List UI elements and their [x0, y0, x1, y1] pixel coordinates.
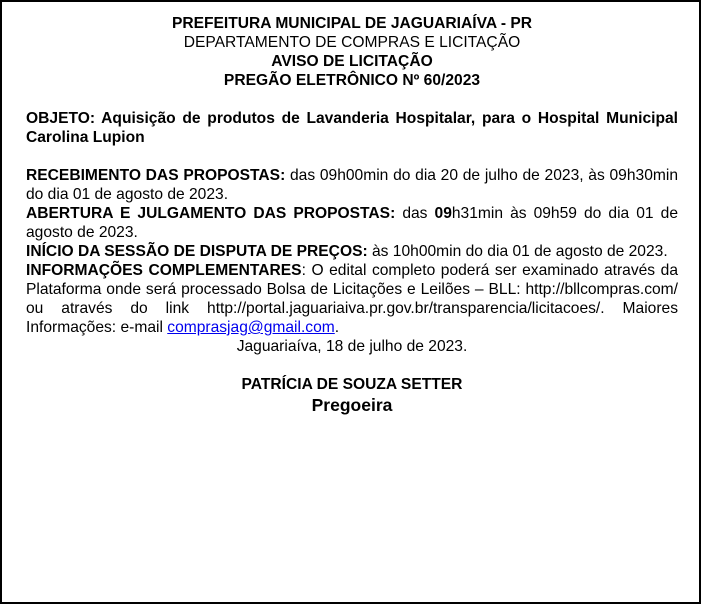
abertura-text-bold: 09: [434, 205, 452, 222]
informacoes-paragraph: [26, 261, 678, 337]
abertura-text-pre: das: [395, 205, 435, 222]
header-city: PREFEITURA MUNICIPAL DE JAGUARIAÍVA - PR: [171, 15, 533, 32]
spacer: [26, 356, 678, 375]
abertura-text-post: h31min às 09h59 do dia 01 de agosto de 2023.: [26, 205, 678, 241]
recebimento-text: das 09h00min do dia 20 de julho de 2023, às 09h30min do dia 01 de agosto de 2023.: [26, 167, 678, 203]
email-link[interactable]: comprasjag@gmail.com: [167, 319, 335, 336]
informacoes-end: .: [334, 319, 340, 336]
objeto-label: OBJETO:: [26, 110, 96, 127]
objeto-paragraph: [26, 109, 678, 147]
objeto-text: Aquisição de produtos de Lavanderia Hospitalar, para o Hospital Municipal Carolina Lupion: [26, 110, 678, 146]
abertura-paragraph: [26, 204, 678, 242]
recebimento-label: RECEBIMENTO DAS PROPOSTAS:: [26, 167, 286, 184]
informacoes-label: INFORMAÇÕES COMPLEMENTARES: [26, 262, 302, 279]
header-process-number: PREGÃO ELETRÔNICO Nº 60/2023: [223, 72, 481, 89]
informacoes-text: : O edital completo poderá ser examinado através da Plataforma onde será processado Bolsa de Licitações e Leilões – BLL: http://bllcompras.com/ ou através do link http://portal.jaguariaiva.pr.gov.br/transparencia/licitacoes/. Maiores Informações: e-mail: [26, 262, 678, 336]
spacer: [26, 90, 678, 109]
date-line: Jaguariaíva, 18 de julho de 2023.: [236, 338, 468, 355]
header-notice-title: AVISO DE LICITAÇÃO: [271, 53, 433, 70]
inicio-text: às 10h00min do dia 01 de agosto de 2023.: [367, 243, 668, 260]
signature-name: PATRÍCIA DE SOUZA SETTER: [241, 376, 463, 393]
recebimento-paragraph: [26, 166, 678, 204]
abertura-label: ABERTURA E JULGAMENTO DAS PROPOSTAS:: [26, 205, 396, 222]
signature-role: Pregoeira: [311, 395, 393, 415]
spacer: [26, 147, 678, 166]
inicio-label: INÍCIO DA SESSÃO DE DISPUTA DE PREÇOS:: [26, 243, 368, 260]
header-department: DEPARTAMENTO DE COMPRAS E LICITAÇÃO: [183, 34, 521, 51]
notice-content: [26, 12, 678, 416]
inicio-paragraph: [26, 242, 678, 261]
